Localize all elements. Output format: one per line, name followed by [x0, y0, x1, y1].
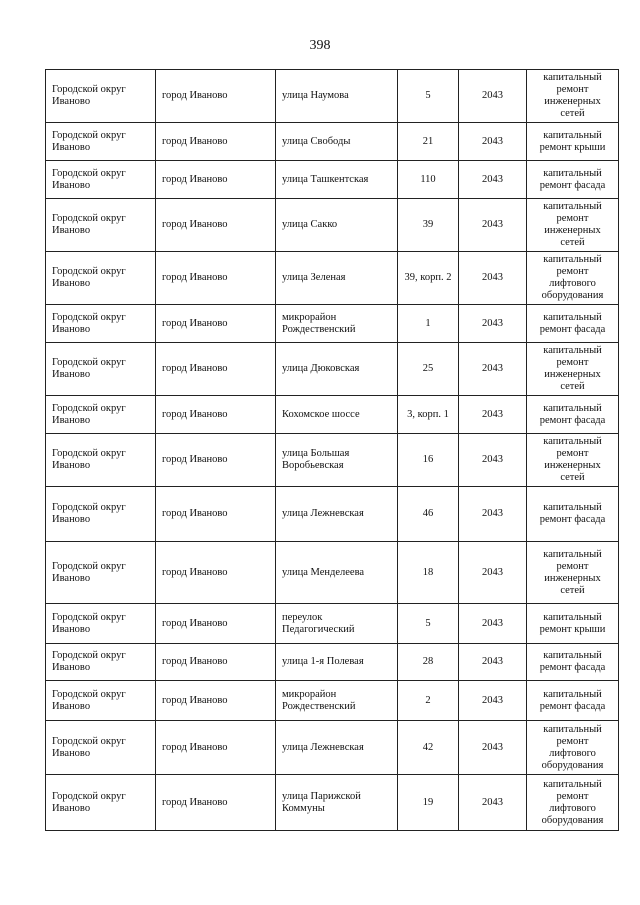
- street-cell: Кохомское шоссе: [276, 396, 398, 434]
- house-number-cell: 39: [398, 199, 459, 252]
- table-row: [46, 252, 619, 305]
- okrug-cell: Городской округ Иваново: [46, 123, 156, 161]
- okrug-cell: Городской округ Иваново: [46, 343, 156, 396]
- street-cell: улица Лежневская: [276, 721, 398, 775]
- house-number-cell: 46: [398, 487, 459, 542]
- year-cell: 2043: [459, 681, 527, 721]
- year-cell: 2043: [459, 396, 527, 434]
- okrug-cell: Городской округ Иваново: [46, 305, 156, 343]
- city-cell: город Иваново: [156, 721, 276, 775]
- table-row: [46, 123, 619, 161]
- year-cell: 2043: [459, 644, 527, 681]
- house-number-cell: 5: [398, 604, 459, 644]
- okrug-cell: Городской округ Иваново: [46, 604, 156, 644]
- table-row: [46, 70, 619, 123]
- table-row: [46, 343, 619, 396]
- house-number-cell: 18: [398, 542, 459, 604]
- city-cell: город Иваново: [156, 434, 276, 487]
- okrug-cell: Городской округ Иваново: [46, 775, 156, 831]
- work-type-cell: капитальный ремонт инженерных сетей: [527, 70, 619, 123]
- year-cell: 2043: [459, 199, 527, 252]
- city-cell: город Иваново: [156, 199, 276, 252]
- okrug-cell: Городской округ Иваново: [46, 199, 156, 252]
- work-type-cell: капитальный ремонт крыши: [527, 604, 619, 644]
- street-cell: улица Свободы: [276, 123, 398, 161]
- okrug-cell: Городской округ Иваново: [46, 681, 156, 721]
- okrug-cell: Городской округ Иваново: [46, 487, 156, 542]
- street-cell: улица 1-я Полевая: [276, 644, 398, 681]
- year-cell: 2043: [459, 721, 527, 775]
- city-cell: город Иваново: [156, 542, 276, 604]
- work-type-cell: капитальный ремонт лифтового оборудования: [527, 721, 619, 775]
- city-cell: город Иваново: [156, 487, 276, 542]
- street-cell: улица Сакко: [276, 199, 398, 252]
- register-table: [45, 69, 619, 831]
- city-cell: город Иваново: [156, 775, 276, 831]
- table-row: [46, 542, 619, 604]
- street-cell: улица Парижской Коммуны: [276, 775, 398, 831]
- street-cell: улица Большая Воробьевская: [276, 434, 398, 487]
- house-number-cell: 3, корп. 1: [398, 396, 459, 434]
- page-number: 398: [309, 38, 331, 53]
- table-row: [46, 681, 619, 721]
- house-number-cell: 25: [398, 343, 459, 396]
- house-number-cell: 5: [398, 70, 459, 123]
- work-type-cell: капитальный ремонт инженерных сетей: [527, 542, 619, 604]
- year-cell: 2043: [459, 70, 527, 123]
- street-cell: переулок Педагогический: [276, 604, 398, 644]
- house-number-cell: 21: [398, 123, 459, 161]
- year-cell: 2043: [459, 123, 527, 161]
- okrug-cell: Городской округ Иваново: [46, 252, 156, 305]
- house-number-cell: 28: [398, 644, 459, 681]
- house-number-cell: 1: [398, 305, 459, 343]
- city-cell: город Иваново: [156, 305, 276, 343]
- street-cell: улица Ташкентская: [276, 161, 398, 199]
- city-cell: город Иваново: [156, 70, 276, 123]
- street-cell: улица Дюковская: [276, 343, 398, 396]
- okrug-cell: Городской округ Иваново: [46, 721, 156, 775]
- street-cell: микрорайон Рождественский: [276, 305, 398, 343]
- city-cell: город Иваново: [156, 644, 276, 681]
- city-cell: город Иваново: [156, 252, 276, 305]
- house-number-cell: 2: [398, 681, 459, 721]
- street-cell: улица Зеленая: [276, 252, 398, 305]
- table-row: [46, 199, 619, 252]
- work-type-cell: капитальный ремонт фасада: [527, 396, 619, 434]
- city-cell: город Иваново: [156, 681, 276, 721]
- work-type-cell: капитальный ремонт фасада: [527, 681, 619, 721]
- house-number-cell: 110: [398, 161, 459, 199]
- okrug-cell: Городской округ Иваново: [46, 70, 156, 123]
- table-row: [46, 305, 619, 343]
- house-number-cell: 19: [398, 775, 459, 831]
- table-row: [46, 396, 619, 434]
- table-row: [46, 775, 619, 831]
- house-number-cell: 39, корп. 2: [398, 252, 459, 305]
- year-cell: 2043: [459, 775, 527, 831]
- table-row: [46, 644, 619, 681]
- street-cell: улица Наумова: [276, 70, 398, 123]
- table-row: [46, 604, 619, 644]
- year-cell: 2043: [459, 434, 527, 487]
- table-row: [46, 434, 619, 487]
- register-table-body: [46, 70, 619, 831]
- street-cell: улица Менделеева: [276, 542, 398, 604]
- year-cell: 2043: [459, 252, 527, 305]
- work-type-cell: капитальный ремонт фасада: [527, 305, 619, 343]
- work-type-cell: капитальный ремонт инженерных сетей: [527, 343, 619, 396]
- city-cell: город Иваново: [156, 604, 276, 644]
- work-type-cell: капитальный ремонт фасада: [527, 644, 619, 681]
- city-cell: город Иваново: [156, 343, 276, 396]
- okrug-cell: Городской округ Иваново: [46, 161, 156, 199]
- table-row: [46, 721, 619, 775]
- work-type-cell: капитальный ремонт инженерных сетей: [527, 199, 619, 252]
- work-type-cell: капитальный ремонт фасада: [527, 487, 619, 542]
- house-number-cell: 42: [398, 721, 459, 775]
- okrug-cell: Городской округ Иваново: [46, 644, 156, 681]
- work-type-cell: капитальный ремонт инженерных сетей: [527, 434, 619, 487]
- house-number-cell: 16: [398, 434, 459, 487]
- year-cell: 2043: [459, 161, 527, 199]
- year-cell: 2043: [459, 487, 527, 542]
- city-cell: город Иваново: [156, 396, 276, 434]
- table-row: [46, 487, 619, 542]
- okrug-cell: Городской округ Иваново: [46, 434, 156, 487]
- street-cell: микрорайон Рождественский: [276, 681, 398, 721]
- work-type-cell: капитальный ремонт фасада: [527, 161, 619, 199]
- year-cell: 2043: [459, 542, 527, 604]
- street-cell: улица Лежневская: [276, 487, 398, 542]
- year-cell: 2043: [459, 604, 527, 644]
- city-cell: город Иваново: [156, 123, 276, 161]
- table-row: [46, 161, 619, 199]
- year-cell: 2043: [459, 343, 527, 396]
- okrug-cell: Городской округ Иваново: [46, 396, 156, 434]
- work-type-cell: капитальный ремонт лифтового оборудования: [527, 252, 619, 305]
- city-cell: город Иваново: [156, 161, 276, 199]
- work-type-cell: капитальный ремонт крыши: [527, 123, 619, 161]
- year-cell: 2043: [459, 305, 527, 343]
- work-type-cell: капитальный ремонт лифтового оборудования: [527, 775, 619, 831]
- okrug-cell: Городской округ Иваново: [46, 542, 156, 604]
